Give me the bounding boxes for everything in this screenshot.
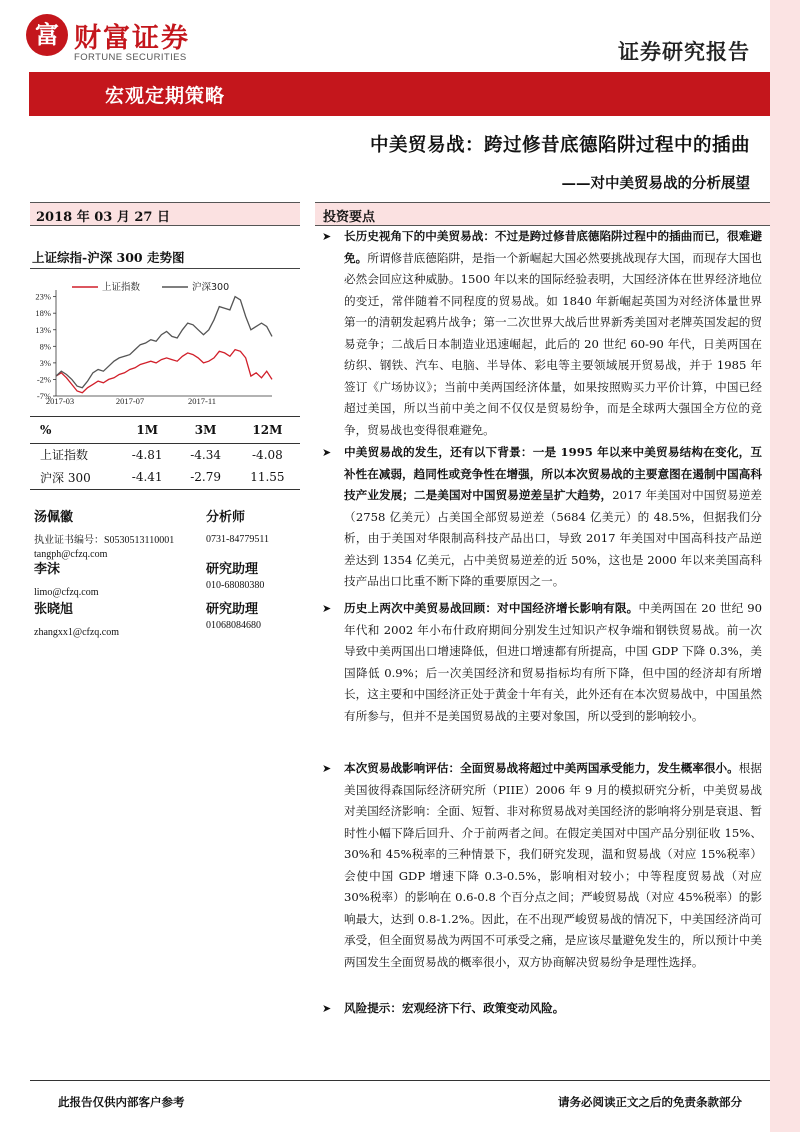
arrow-bullet-icon: ➤ xyxy=(322,446,332,459)
report-subtitle: ——对中美贸易战的分析展望 xyxy=(561,175,750,192)
key-point-body: 2017 年美国对中国贸易逆差（2758 亿美元）占美国全部贸易逆差（5684 亿美元）的 48.5%，但据我们分析，由于美国对华限制高科技产品出口，导致 2017 年美国对中国高科技产品逆差达到 1354 亿美元，占中美贸易逆差的近 50%，这也是 2000 年以来美国高科技产品出口比重不断下降的重要原因之一。 xyxy=(344,488,762,588)
company-name-en: FORTUNE SECURITIES xyxy=(74,52,187,63)
date-bar xyxy=(30,202,300,226)
company-logo-icon: 富 xyxy=(26,14,68,56)
analyst-phone: 010-68080380 xyxy=(206,580,265,591)
arrow-bullet-icon: ➤ xyxy=(322,762,332,775)
footer-left: 此报告仅供内部客户参考 xyxy=(58,1095,185,1109)
table-cell: -4.34 xyxy=(190,447,221,462)
series-line-csi300 xyxy=(56,297,272,388)
key-point-lead: 中美贸易战的发生，还有以下背景：一是 1995 年以来中美贸易结构在变化，互补性在减弱，趋同性或竞争性在增强，所以本次贸易战的主要意图在遏制中国高科技产业发展；二是美国对中国贸易逆差呈扩大趋势， xyxy=(344,445,762,502)
table-header: % xyxy=(30,417,118,444)
report-date: 2018 年 03 月 27 日 xyxy=(36,210,170,225)
y-tick-label: 13% xyxy=(35,324,51,335)
table-row xyxy=(30,466,300,490)
key-point-lead: 风险提示：宏观经济下行、政策变动风险。 xyxy=(344,1001,565,1015)
chart-title: 上证综指-沪深 300 走势图 xyxy=(32,250,185,265)
report-title: 中美贸易战：跨过修昔底德陷阱过程中的插曲 xyxy=(369,135,750,156)
legend-label: 上证指数 xyxy=(102,282,141,293)
analyst-role: 研究助理 xyxy=(206,602,259,617)
arrow-bullet-icon: ➤ xyxy=(322,1002,332,1015)
key-point-item xyxy=(322,598,762,727)
analyst-role: 分析师 xyxy=(206,510,246,525)
footer-right: 请务必阅读正文之后的免责条款部分 xyxy=(558,1095,742,1109)
table-cell: 上证指数 xyxy=(40,448,89,463)
key-point-lead: 本次贸易战影响评估：全面贸易战将超过中美两国承受能力，发生概率很小。 xyxy=(344,761,739,775)
table-cell: -2.79 xyxy=(176,466,234,490)
key-point-body: 根据美国彼得森国际经济研究所（PIIE）2006 年 9 月的模拟研究分析，中美贸易战对美国经济影响：全面、短暂、非对称贸易战对美国经济的影响将分别是衰退、暂时性小幅下降后回升、介于前两者之间。在假定美国对中国产品分别征收 15%、30%和 45%税率的三种情景下，我们研究发现，温和贸易战（对应 15%税率）会使中国 GDP 增速下降 0.3-0.5%，影响相对较小；中等程度贸易战（对应 30%税率）的影响在 0.6-0.8 个百分点之间；严峻贸易战（对应 45%税率）的影响最大，达到 0.8-1.2%。因此，在不出现严峻贸易战的情况下，中美国经济尚可承受，但全面贸易战为两国不可承受之痛，是应该尽量避免发生的，所以预计中美两国发生全面贸易战的概率很小，双方协商解决贸易纷争是理性选择。 xyxy=(344,761,762,969)
analyst-email: tangph@cfzq.com xyxy=(34,549,108,560)
y-tick-label: 8% xyxy=(39,341,51,352)
y-tick-label: 3% xyxy=(39,357,51,368)
index-trend-chart xyxy=(30,276,300,406)
analyst-phone: 01068084680 xyxy=(206,620,261,631)
analyst-email: zhangxx1@cfzq.com xyxy=(34,627,120,638)
table-header: 3M xyxy=(176,417,234,444)
series-line-shanghai xyxy=(56,350,272,393)
table-header: 1M xyxy=(118,417,176,444)
table-cell: 沪深 300 xyxy=(30,466,118,490)
y-tick-label: -7% xyxy=(36,391,51,401)
performance-table xyxy=(30,416,300,490)
table-row xyxy=(30,444,300,466)
key-point-lead: 历史上两次中美贸易战回顾：对中国经济增长影响有限。 xyxy=(344,601,639,615)
key-points-title: 投资要点 xyxy=(323,210,376,225)
table-header: 12M xyxy=(235,417,300,444)
table-cell: -4.08 xyxy=(252,447,283,462)
x-tick-label: 2017-07 xyxy=(115,396,145,406)
analyst-phone: 0731-84779511 xyxy=(206,534,269,545)
key-point-item xyxy=(322,442,762,593)
key-point-lead: 长历史视角下的中美贸易战：不过是跨过修昔底德陷阱过程中的插曲而已，很难避免。 xyxy=(344,229,762,265)
key-point-body: 所谓修昔底德陷阱，是指一个新崛起大国必然要挑战现存大国，而现存大国也必然会回应这种威胁。1500 年以来的国际经验表明，大国经济体在世界经济地位的变迁，常伴随着不同程度的贸易战。如 1840 年新崛起英国为对经济体量世界第一的清朝发起鸦片战争；第一二次世界大战后世界新秀美国对老牌英国发起的贸易竞争；二战后日本制造业迅速崛起，此后的 20 世纪 60-90 年代，日美两国在纺织、钢铁、汽车、电脑、半导体、彩电等主要领域展开贸易战，并于 1985 年签订《广场协议》；当前中美两国经济体量，如果按照购买力平价计算，中国已经超过美国，所以当前中美之间不仅仅是贸易纷争，而是全球两大强国全方位的竞争，贸易战也变得很难避免。 xyxy=(344,250,762,437)
right-margin-stripe xyxy=(770,0,800,1132)
table-cell: 11.55 xyxy=(235,466,300,490)
x-tick-label: 2017-03 xyxy=(45,396,75,406)
y-tick-label: -2% xyxy=(36,374,51,385)
category-label: 宏观定期策略 xyxy=(105,85,226,107)
analyst-role: 研究助理 xyxy=(206,562,259,577)
analyst-name: 张晓旭 xyxy=(34,602,74,617)
analyst-cert: 执业证书编号：S0530513110001 xyxy=(34,535,175,546)
table-header-row xyxy=(30,417,300,444)
key-point-item xyxy=(322,998,762,1020)
report-type: 证券研究报告 xyxy=(618,39,750,64)
footer-divider xyxy=(30,1080,770,1081)
analyst-name: 汤佩徽 xyxy=(34,510,74,525)
legend-label: 沪深300 xyxy=(192,282,230,293)
key-point-item xyxy=(322,758,762,973)
key-point-item xyxy=(322,226,762,441)
divider xyxy=(30,268,300,269)
company-name-cn: 财富证券 xyxy=(74,23,190,54)
arrow-bullet-icon: ➤ xyxy=(322,230,332,243)
analyst-name: 李沫 xyxy=(34,562,61,577)
key-points-header xyxy=(315,202,770,226)
table-cell: -4.41 xyxy=(118,466,176,490)
table-cell: -4.81 xyxy=(131,447,163,462)
category-band xyxy=(29,72,770,116)
x-tick-label: 2017-11 xyxy=(187,396,217,406)
y-tick-label: 18% xyxy=(35,308,51,319)
analyst-list xyxy=(34,506,300,638)
key-point-body: 中美两国在 20 世纪 90 年代和 2002 年小布什政府期间分别发生过知识产权争端和钢铁贸易战。前一次导致中美两国出口增速降低，但进口增速都有所提高，中国 GDP 下降 0.3%，美国降低 0.9%；后一次美国经济和贸易指标均有所下降，但中国的经济却有所增长，这主要和中国经济正处于黄金十年有关，此外还有在本次贸易战中，中国虽然有所参与，但并不是美国贸易战的主要对象国，所以受到的影响较小。 xyxy=(344,601,762,723)
analyst-email: limo@cfzq.com xyxy=(34,587,99,598)
arrow-bullet-icon: ➤ xyxy=(322,602,332,615)
y-tick-label: 23% xyxy=(35,291,51,302)
